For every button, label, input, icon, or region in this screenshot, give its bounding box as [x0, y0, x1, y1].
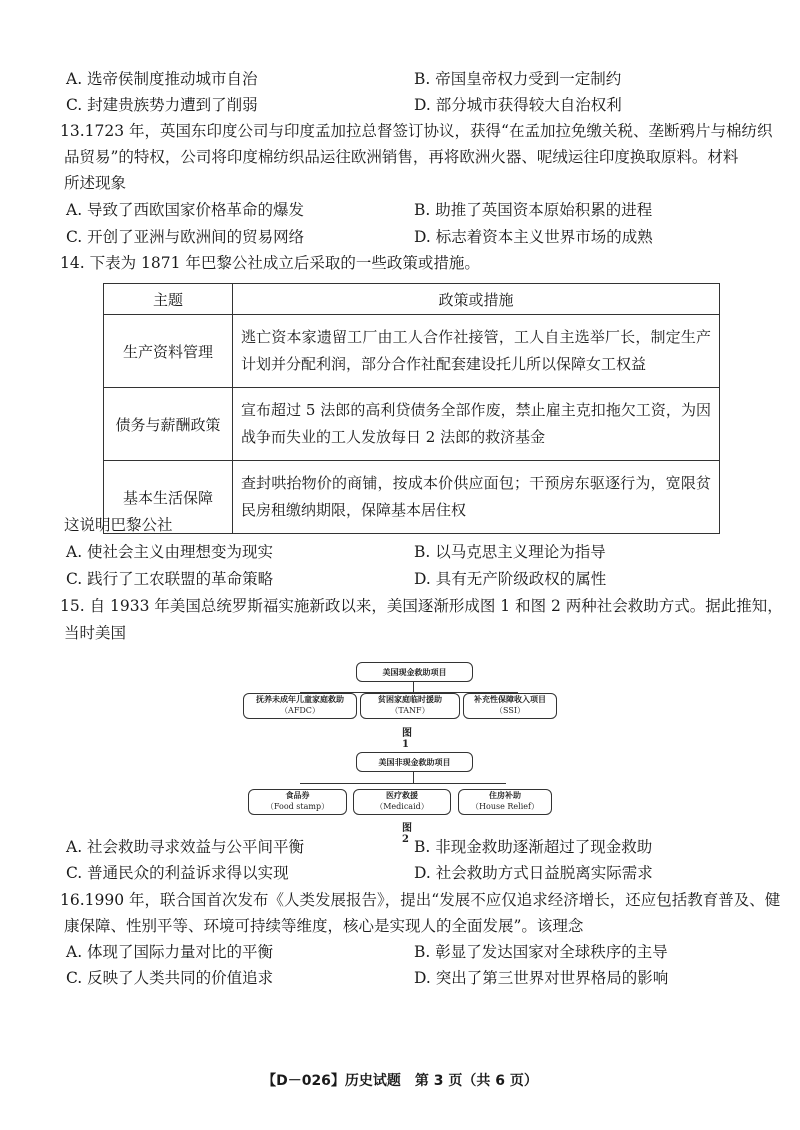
- fig2-child-box: [458, 789, 552, 815]
- page-footer: 【D－026】历史试题 第 3 页（共 6 页）: [262, 1073, 538, 1089]
- q15-option-a: A. 社会救助寻求效益与公平间平衡: [66, 838, 305, 856]
- q13-stem-line2: 品贸易”的特权，公司将印度棉纺织品运往欧洲销售，再将欧洲火器、呢绒运往印度换取原料。材料: [64, 148, 739, 166]
- fig1-child-name: 贫困家庭临时援助: [378, 694, 442, 704]
- fig1-child-box: [243, 693, 357, 719]
- fig2-child-name: 住房补助: [489, 790, 521, 800]
- q13-stem-line3: 所述现象: [64, 174, 127, 192]
- q14-option-a: A. 使社会主义由理想变为现实: [66, 543, 274, 561]
- table-row: [104, 461, 720, 534]
- q16-option-a: A. 体现了国际力量对比的平衡: [66, 943, 274, 961]
- table-row: [104, 315, 720, 388]
- fig2-root-label: 美国非现金救助项目: [378, 757, 451, 767]
- q13-option-d: D. 标志着资本主义世界市场的成熟: [414, 228, 653, 246]
- row-measure: 宣布超过 5 法郎的高利贷债务全部作废，禁止雇主克扣拖欠工资，为因战争而失业的工人发放每日 2 法郎的救济基金: [233, 388, 720, 461]
- q14-lead: 这说明巴黎公社: [64, 516, 173, 534]
- q14-option-d: D. 具有无产阶级政权的属性: [414, 570, 607, 588]
- fig1-child-abbr: （AFDC）: [280, 706, 320, 715]
- fig2-branch-line: [300, 783, 506, 784]
- q15-option-d: D. 社会救助方式日益脱离实际需求: [414, 864, 653, 882]
- q13-option-c: C. 开创了亚洲与欧洲间的贸易网络: [66, 228, 305, 246]
- fig1-root-label: 美国现金救助项目: [382, 667, 447, 677]
- q12-option-d: D. 部分城市获得较大自治权利: [414, 96, 622, 114]
- fig2-caption: 图2: [402, 823, 412, 845]
- header-topic: 主题: [104, 284, 233, 315]
- row-measure: 查封哄抬物价的商铺，按成本价供应面包；干预房东驱逐行为，宽限贫民房租缴纳期限，保障基本居住权: [233, 461, 720, 534]
- q13-option-a: A. 导致了西欧国家价格革命的爆发: [66, 201, 305, 219]
- q16-option-b: B. 彰显了发达国家对全球秩序的主导: [414, 943, 668, 961]
- q16-option-d: D. 突出了第三世界对世界格局的影响: [414, 969, 669, 987]
- q13-option-b: B. 助推了英国资本原始积累的进程: [414, 201, 653, 219]
- q14-option-c: C. 践行了工农联盟的革命策略: [66, 570, 274, 588]
- policy-table: [103, 283, 720, 534]
- q13-stem-line1: 13.1723 年，英国东印度公司与印度孟加拉总督签订协议，获得“在孟加拉免缴关税、垄断鸦片与棉纺织: [60, 122, 773, 140]
- fig2-child-abbr: （House Relief）: [471, 802, 539, 811]
- fig2-child-name: 医疗救援: [386, 790, 418, 800]
- table-header-row: [104, 284, 720, 315]
- q16-stem-line1: 16.1990 年，联合国首次发布《人类发展报告》，提出“发展不应仅追求经济增长，还应包括教育普及、健: [60, 891, 781, 909]
- fig1-child-abbr: （SSI）: [495, 706, 525, 715]
- q16-stem-line2: 康保障、性别平等、环境可持续等维度，核心是实现人的全面发展”。该理念: [64, 917, 584, 935]
- fig2-child-abbr: （Medicaid）: [375, 802, 429, 811]
- fig2-child-name: 食品券: [285, 790, 310, 800]
- header-measure: 政策或措施: [233, 284, 720, 315]
- fig1-child-box: [463, 693, 557, 719]
- fig2-child-box: [353, 789, 451, 815]
- fig1-child-name: 补充性保障收入项目: [474, 694, 546, 704]
- q15-stem-line1: 15. 自 1933 年美国总统罗斯福实施新政以来，美国逐渐形成图 1 和图 2 两种社会救助方式。据此推知，: [60, 597, 783, 615]
- q12-option-c: C. 封建贵族势力遭到了削弱: [66, 96, 258, 114]
- row-topic: 生产资料管理: [104, 315, 233, 388]
- q12-option-a: A. 选帝侯制度推动城市自治: [66, 70, 258, 88]
- fig1-root-box: [356, 662, 473, 682]
- fig2-child-abbr: （Food stamp）: [265, 802, 330, 811]
- row-topic: 基本生活保障: [104, 461, 233, 534]
- row-measure: 逃亡资本家遗留工厂由工人合作社接管，工人自主选举厂长，制定生产计划并分配利润，部分合作社配套建设托儿所以保障女工权益: [233, 315, 720, 388]
- fig1-child-abbr: （TANF）: [390, 706, 430, 715]
- row-topic: 债务与薪酬政策: [104, 388, 233, 461]
- q12-option-b: B. 帝国皇帝权力受到一定制约: [414, 70, 622, 88]
- q15-option-b: B. 非现金救助逐渐超过了现金救助: [414, 838, 653, 856]
- fig1-child-name: 抚养未成年儿童家庭救助: [256, 694, 344, 704]
- q15-option-c: C. 普通民众的利益诉求得以实现: [66, 864, 289, 882]
- fig1-caption: 图1: [402, 728, 412, 750]
- fig1-child-box: [360, 693, 460, 719]
- q15-stem-line2: 当时美国: [64, 624, 127, 642]
- q14-option-b: B. 以马克思主义理论为指导: [414, 543, 606, 561]
- q14-stem: 14. 下表为 1871 年巴黎公社成立后采取的一些政策或措施。: [60, 254, 480, 272]
- fig2-root-box: [356, 752, 473, 772]
- table-row: [104, 388, 720, 461]
- fig2-child-box: [248, 789, 347, 815]
- q16-option-c: C. 反映了人类共同的价值追求: [66, 969, 274, 987]
